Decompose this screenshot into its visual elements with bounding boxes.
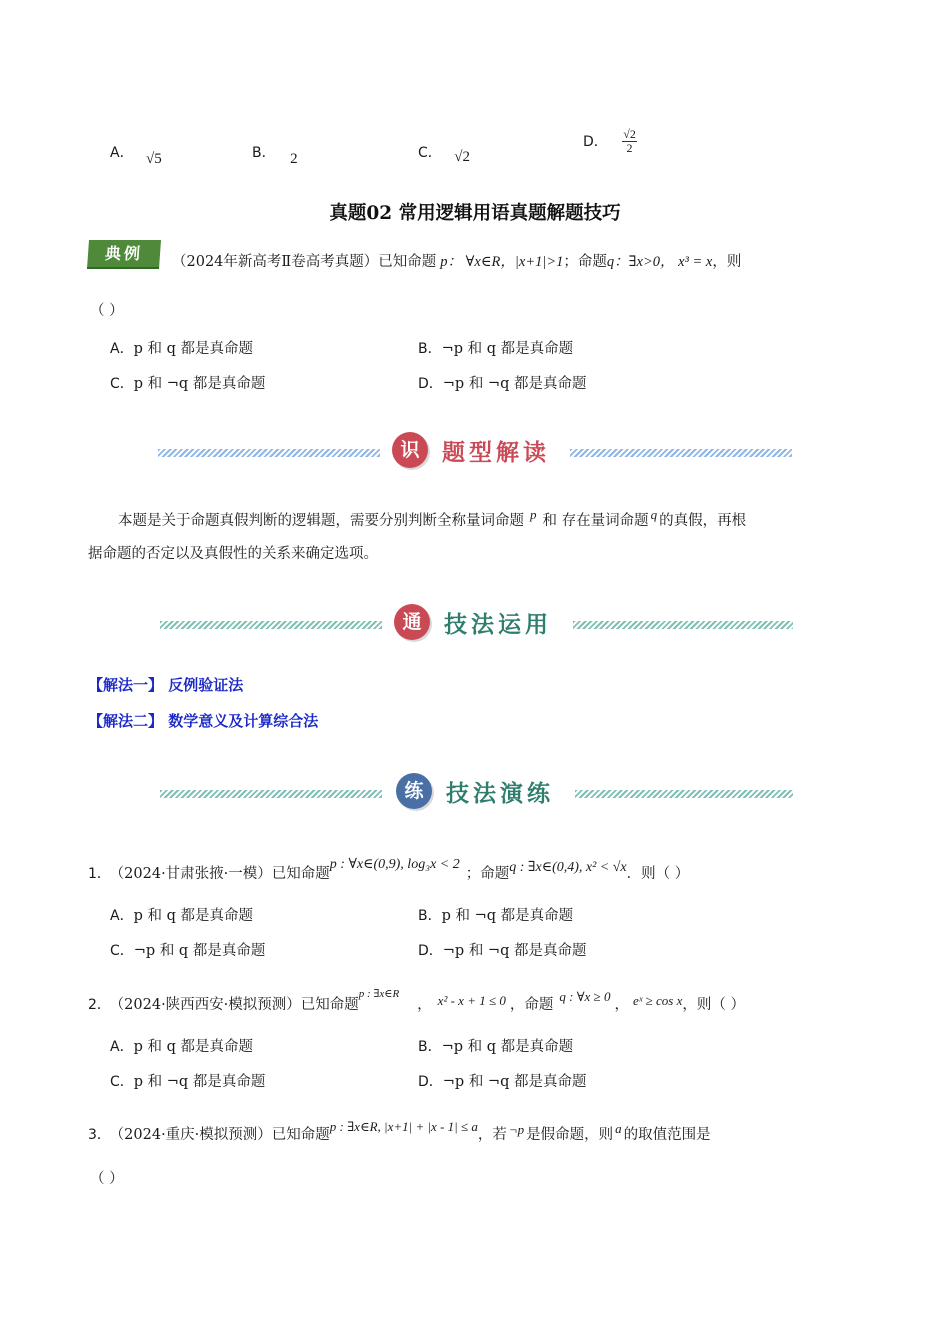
prev-option-c [418,142,470,165]
option-label: A． [110,341,134,357]
q1-option-a [110,904,253,925]
reading-text: 本题是关于命题真假判断的逻辑题，需要分别判断全称量词命题 [118,513,524,529]
option-label: D． [583,133,608,150]
fraction-numerator: √2 [623,127,636,141]
prev-option-d [583,128,637,155]
reading-line-2: 据命题的否定以及真假性的关系来确定选项。 [88,546,378,562]
option-label: D． [418,1074,443,1090]
proposition-q: q：∃x>0， x³ = x [606,254,713,270]
symbol-q: q [650,507,658,522]
prev-option-a [110,142,162,167]
option-text: ¬p 和 ¬q 都是真命题 [442,376,587,392]
q1-option-b [418,904,573,925]
option-label: B． [252,145,276,161]
question-number: 2． [88,997,111,1013]
option-value: 2 [290,151,298,167]
banner-badge-icon: 通 [394,604,430,640]
option-label: C． [110,943,134,959]
banner-divider-left [160,790,382,798]
option-label: A． [110,145,134,161]
option-text: p 和 q 都是真命题 [133,341,253,357]
option-text: p 和 q 都是真命题 [133,1039,253,1055]
stem-text: （2024·陕西西安·模拟预测）已知命题 [116,997,359,1013]
question-1-stem [88,856,689,883]
option-value: √5 [146,151,162,167]
option-label: B． [418,341,442,357]
question-2-stem [88,987,745,1014]
banner-divider-left [158,449,380,457]
stem-text: ， [417,997,432,1013]
inequality: eˣ ≥ cos x [632,993,683,1008]
reading-text: 和 存在量词命题 [542,513,649,529]
stem-text: ，若 [477,1127,507,1143]
example-option-b [418,337,573,358]
banner-divider-left [160,621,382,629]
q2-option-c [110,1070,265,1091]
inequality: x² - x + 1 ≤ 0 [437,993,506,1008]
proposition-p: p : ∃x∈R [358,988,400,1000]
section-title: 真题02 常用逻辑用语真题解题技巧 [329,203,621,224]
banner-divider-right [570,449,792,457]
question-number: 1． [88,866,111,882]
option-label: C． [110,1074,134,1090]
proposition-p: p : ∃x∈R, |x+1| + |x - 1| ≤ a [329,1119,478,1134]
stem-text: ，则（ ） [682,997,745,1013]
option-text: p 和 ¬q 都是真命题 [133,1074,266,1090]
stem-text: ， [614,997,629,1013]
q1-option-c [110,939,265,960]
proposition-q: q : ∀x ≥ 0 [559,989,611,1004]
stem-text: （2024·重庆·模拟预测）已知命题 [116,1127,330,1143]
stem-text: （2024·甘肃张掖·一模）已知命题 [116,866,330,882]
prev-option-b [252,142,298,167]
option-text: ¬p 和 ¬q 都是真命题 [442,1074,587,1090]
option-text: ¬p 和 q 都是真命题 [441,1039,574,1055]
option-value: √2 [454,149,470,165]
q2-option-d [418,1070,586,1091]
symbol-p: p [530,507,537,522]
option-label: D． [418,376,443,392]
option-label: A． [110,908,134,924]
banner-badge-icon: 识 [392,432,428,468]
variable-a: a [615,1121,622,1136]
option-text: ¬p 和 q 都是真命题 [441,341,574,357]
option-text: p 和 q 都是真命题 [133,908,253,924]
option-label: B． [418,1039,442,1055]
example-stem [172,250,741,271]
option-text: p 和 ¬q 都是真命题 [441,908,574,924]
option-label: A． [110,1039,134,1055]
option-label: C． [418,145,442,161]
proposition-q: q : ∃x∈(0,4), x² < √x [509,860,627,875]
banner-divider-right [575,790,793,798]
stem-text: （2024年新高考Ⅱ卷高考真题）已知命题 [172,254,437,270]
stem-text: ；命题 [563,254,607,270]
banner-title: 技法演练 [446,781,554,807]
fraction [622,128,637,155]
stem-text: ．则（ ） [626,866,690,882]
example-option-d [418,372,586,393]
answer-paren: （ ） [90,1171,124,1187]
q1-option-d [418,939,586,960]
banner-badge-icon: 练 [396,773,432,809]
banner-title: 题型解读 [442,440,550,466]
stem-text: 是假命题，则 [526,1127,614,1143]
reading-text: 的真假，再根 [659,513,747,529]
stem-text: ，命题 [509,997,554,1013]
banner-divider-right [573,621,793,629]
option-label: C． [110,376,134,392]
q2-option-a [110,1035,253,1056]
question-3-stem [88,1119,711,1144]
q2-option-b [418,1035,573,1056]
option-label: B． [418,908,442,924]
option-text: ¬p 和 ¬q 都是真命题 [442,943,587,959]
answer-paren: （ ） [90,303,124,319]
option-label: D． [418,943,443,959]
reading-line-1 [118,507,746,530]
negation-p: ¬p [508,1122,525,1137]
proposition-p: p： ∀x∈R，|x+1|>1 [440,254,564,270]
example-option-a [110,337,253,358]
fraction-denominator: 2 [626,141,633,155]
stem-text: ，则 [712,254,742,270]
stem-text: ；命题 [465,866,510,882]
example-badge: 典例 [87,240,161,269]
banner-title: 技法运用 [444,612,552,638]
option-text: p 和 ¬q 都是真命题 [133,376,266,392]
method-two: 【解法二】 数学意义及计算综合法 [88,712,319,730]
question-number: 3． [88,1127,111,1143]
proposition-p: p : ∀x∈(0,9), log₃x < 2 [329,857,460,872]
example-option-c [110,372,265,393]
stem-text: 的取值范围是 [623,1127,711,1143]
method-one: 【解法一】 反例验证法 [88,676,244,694]
option-text: ¬p 和 q 都是真命题 [133,943,266,959]
